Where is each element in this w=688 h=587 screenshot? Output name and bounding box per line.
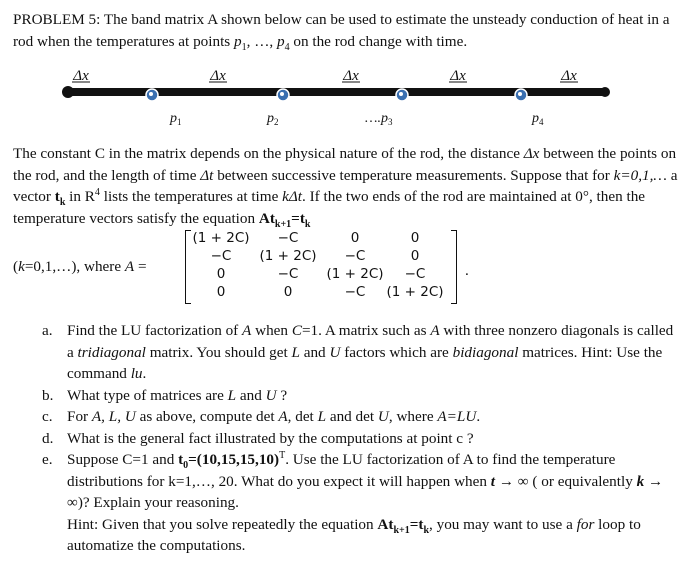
- matrix-cell: 0: [410, 230, 420, 246]
- q-text: factors which are: [340, 343, 453, 361]
- matrix-end-dot: .: [465, 262, 469, 279]
- matrix-cell: −C: [277, 266, 299, 282]
- matrix-left-bracket: [185, 230, 191, 304]
- para-text-6: lists the temperatures at time: [99, 188, 283, 205]
- q-text: and: [236, 386, 266, 404]
- matrix-cell: 0: [350, 230, 360, 246]
- q-text: =1. A matrix such as: [301, 322, 431, 339]
- q-text: . Use the LU factorization of A to find the temperature distributions for k=1,…, 20. What do you expect it will happen when: [67, 451, 616, 490]
- q-vector-value: =(10,15,15,10): [188, 451, 280, 468]
- intro-text-end: on the rod change with time.: [289, 32, 468, 50]
- para-text-5: in R: [65, 188, 95, 205]
- q-arrow: → ∞: [67, 472, 664, 511]
- q-text: Find the LU factorization of: [67, 322, 243, 339]
- delta-x-label-4: Δx: [450, 68, 466, 84]
- question-d: [42, 428, 678, 450]
- matrix-cell: 0: [216, 266, 226, 282]
- q-text: What type of matrices are: [67, 386, 228, 404]
- q-sub: k: [423, 524, 429, 536]
- p-last: p: [276, 32, 285, 50]
- q-text: and: [299, 343, 330, 361]
- question-a: [42, 320, 678, 385]
- equation-rhs: =t: [291, 209, 305, 227]
- t-k-sub: k: [59, 197, 66, 209]
- q-hint: , you may want to use a: [429, 515, 577, 533]
- q-text: matrix. You should get: [145, 343, 292, 361]
- k-values: k=0,1,…: [613, 166, 667, 184]
- point-label-4: $p_4$: [532, 111, 544, 127]
- delta-x: Δx: [523, 145, 540, 162]
- q-text: For: [67, 408, 92, 425]
- point-label-1: $p_1$: [170, 111, 182, 127]
- equation-lhs: At: [258, 209, 275, 227]
- rod-left-end: [62, 86, 74, 98]
- q-vector: t: [178, 451, 184, 468]
- q-equation: At: [377, 515, 394, 533]
- q-arrow: → ∞: [495, 472, 529, 490]
- matrix-cell: −C: [404, 266, 426, 282]
- question-letter: b.: [42, 386, 54, 404]
- q-command: lu: [130, 365, 143, 382]
- matrix-cell: 0: [216, 284, 226, 300]
- question-list: [42, 320, 678, 557]
- para-text-3: between successive temperature measurements. Suppose that for: [213, 166, 614, 184]
- q-var: U: [377, 408, 389, 425]
- matrix-A: [185, 228, 457, 306]
- q-var: A: [242, 322, 252, 339]
- q-hint: loop to automatize the computations.: [67, 515, 641, 554]
- matrix-label-k: k: [18, 258, 25, 275]
- matrix-right-bracket: [451, 230, 457, 304]
- description-paragraph: [13, 143, 681, 229]
- q-sub: 0: [183, 460, 189, 472]
- problem-intro: [13, 9, 681, 52]
- matrix-label-A: A: [124, 258, 135, 275]
- problem-heading: PROBLEM 5:: [13, 11, 101, 28]
- point-label-3: $\dots.p_3$: [365, 111, 393, 127]
- q-sup: T: [279, 449, 286, 461]
- q-var: L: [291, 343, 300, 361]
- q-text: matrices. Hint: Use the command: [67, 343, 663, 382]
- k-delta-t: kΔt: [282, 188, 302, 205]
- matrix-cell: −C: [344, 248, 366, 264]
- point-label-2: $p_2$: [267, 111, 279, 127]
- q-var: A: [430, 322, 440, 339]
- q-var: U: [329, 343, 341, 361]
- q-var: t: [490, 472, 496, 490]
- question-b: [42, 385, 678, 407]
- q-var: U: [265, 386, 277, 404]
- matrix-label-text: =0,1,…), where: [24, 258, 125, 275]
- matrix-label: [13, 258, 147, 276]
- q-var: C: [291, 322, 302, 339]
- matrix-cell: (1 + 2C): [386, 284, 444, 300]
- question-letter: e.: [42, 451, 53, 468]
- question-e: [42, 449, 678, 557]
- matrix-cell: (1 + 2C): [192, 230, 250, 246]
- delta-x-label-2: Δx: [210, 68, 226, 84]
- q-sub: k+1: [393, 524, 410, 536]
- q-var: k: [636, 472, 645, 490]
- t-k-vector: t: [54, 188, 60, 205]
- q-text: What is the general fact illustrated by the computations at point c ?: [67, 429, 474, 447]
- delta-t: Δt: [200, 166, 214, 184]
- matrix-label-open: (: [13, 258, 19, 275]
- para-text-2: between the points on the rod, and the length of time: [13, 145, 677, 184]
- q-text: )? Explain your reasoning.: [77, 494, 239, 511]
- q-hint: Hint: Given that you solve repeatedly the equation: [67, 515, 378, 533]
- matrix-cell: (1 + 2C): [259, 248, 317, 264]
- p-last-sub: 4: [284, 41, 290, 53]
- matrix-label-equals: =: [134, 258, 147, 275]
- q-keyword: for: [576, 515, 595, 533]
- question-letter: a.: [42, 322, 53, 339]
- delta-x-label-3: Δx: [343, 68, 359, 84]
- rod-right-end: [600, 87, 610, 97]
- q-text: .: [476, 408, 481, 425]
- q-text: when: [251, 322, 292, 339]
- p-first: p: [234, 32, 242, 50]
- matrix-cell: −C: [210, 248, 232, 264]
- r-superscript: 4: [94, 186, 100, 198]
- p-between: , …,: [246, 32, 277, 50]
- matrix-cell: −C: [277, 230, 299, 246]
- q-equation: =t: [409, 515, 424, 533]
- question-letter: d.: [42, 429, 54, 447]
- matrix-cell: (1 + 2C): [326, 266, 384, 282]
- q-text: and det: [326, 408, 378, 425]
- q-term: tridiagonal: [77, 343, 146, 361]
- matrix-cell: 0: [410, 248, 420, 264]
- matrix-cell: 0: [283, 284, 293, 300]
- para-text-4: a vector: [13, 166, 678, 205]
- p-first-sub: 1: [241, 41, 247, 53]
- para-text-7: . If the two ends of the rod are maintained at 0°, then the temperature vectors satisfy the equation: [13, 188, 646, 227]
- equation-lhs-sub: k+1: [274, 218, 292, 230]
- q-text: ?: [276, 386, 288, 404]
- para-text-1: The constant C in the matrix depends on the physical nature of the rod, the distance: [13, 145, 524, 162]
- q-var: A, L, U: [91, 408, 136, 425]
- equation-rhs-sub: k: [304, 218, 311, 230]
- q-text: Suppose C=1 and: [67, 451, 179, 468]
- rod-diagram: [0, 64, 688, 134]
- q-text: , det: [287, 408, 318, 425]
- delta-x-label-1: Δx: [73, 68, 89, 84]
- q-text: , where: [388, 408, 438, 425]
- q-var: L: [227, 386, 237, 404]
- q-text: .: [142, 365, 147, 382]
- matrix-definition: [13, 228, 673, 308]
- q-text: as above, compute det: [135, 408, 279, 425]
- delta-x-label-5: Δx: [561, 68, 577, 84]
- question-c: [42, 406, 678, 428]
- intro-text: The band matrix A shown below can be used to estimate the unsteady conduction of heat in a rod when the temperatures at points: [13, 11, 670, 50]
- q-term: bidiagonal: [452, 343, 519, 361]
- question-letter: c.: [42, 408, 53, 425]
- q-var: L: [317, 408, 327, 425]
- q-text: ( or equivalently: [528, 472, 637, 490]
- q-var: A: [278, 408, 288, 425]
- q-var: A=LU: [437, 408, 477, 425]
- q-text: with three nonzero diagonals is called a: [67, 322, 674, 361]
- matrix-cell: −C: [344, 284, 366, 300]
